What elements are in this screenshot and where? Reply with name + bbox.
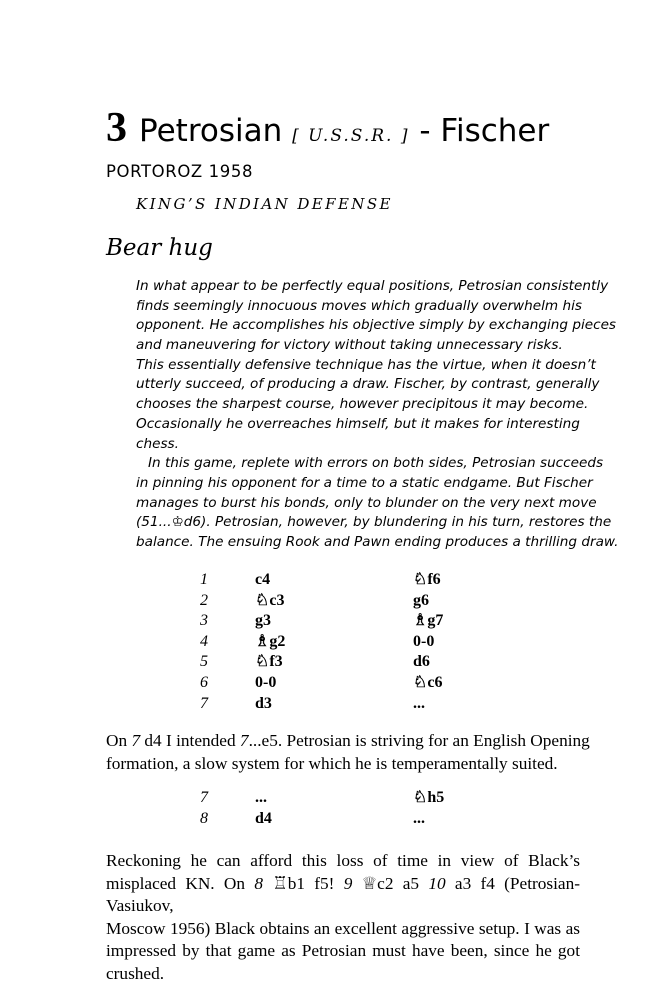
comment-text: ♖b1 f5! bbox=[262, 873, 344, 893]
intro-line: Occasionally he overreaches himself, but it makes for interesting bbox=[136, 415, 580, 432]
move-number: 6 bbox=[200, 673, 208, 691]
title-separator: - bbox=[419, 113, 431, 149]
white-move: ... bbox=[255, 789, 267, 806]
white-move: d4 bbox=[255, 809, 272, 827]
intro-line: chooses the sharpest course, however precipitous it may become. bbox=[136, 396, 589, 413]
comment-text: ♕c2 a5 bbox=[352, 873, 429, 893]
comment-line bbox=[106, 873, 580, 918]
white-move: d3 bbox=[255, 694, 272, 712]
move-row bbox=[200, 632, 443, 653]
intro-line: This essentially defensive technique has the virtue, when it doesn’t bbox=[136, 356, 596, 373]
white-move: ♗g2 bbox=[255, 632, 286, 650]
white-move: c4 bbox=[255, 571, 271, 588]
comment-line: Moscow 1956) Black obtains an excellent aggressive setup. I was as bbox=[106, 918, 580, 938]
intro-line: (51...♔d6). Petrosian, however, by blundering in his turn, restores the bbox=[136, 514, 612, 531]
move-number: 7 bbox=[200, 694, 208, 712]
comment-line: crushed. bbox=[106, 963, 165, 983]
white-move: ♘f3 bbox=[255, 653, 283, 671]
move-row bbox=[200, 788, 444, 809]
move-number: 5 bbox=[200, 653, 208, 671]
move-row bbox=[200, 652, 443, 673]
move-row bbox=[200, 673, 443, 694]
chapter-subtitle: Bear hug bbox=[106, 235, 213, 261]
white-player: Petrosian bbox=[139, 113, 283, 149]
intro-line: in pinning his opponent for a time to a static endgame. But Fischer bbox=[136, 474, 593, 491]
intro-line: chess. bbox=[136, 435, 179, 452]
black-move: ♘h5 bbox=[413, 789, 445, 806]
move-row bbox=[200, 591, 443, 612]
black-move: g6 bbox=[413, 591, 429, 609]
white-country: [ U.S.S.R. ] bbox=[292, 126, 410, 146]
move-ref: 10 bbox=[428, 873, 446, 893]
black-move: ♗g7 bbox=[413, 612, 444, 630]
move-number: 2 bbox=[200, 591, 208, 609]
white-move: g3 bbox=[255, 612, 271, 630]
intro-line: balance. The ensuing Rook and Pawn ending produces a thrilling draw. bbox=[136, 533, 619, 550]
move-number: 7 bbox=[200, 789, 208, 806]
intro-line: finds seemingly innocuous moves which gradually overwhelm his bbox=[136, 297, 582, 314]
move-ref: 9 bbox=[343, 873, 353, 893]
intro-line: opponent. He accomplishes his objective simply by exchanging pieces bbox=[136, 317, 617, 334]
move-number: 4 bbox=[200, 632, 208, 650]
move-number: 8 bbox=[200, 809, 208, 827]
black-player: Fischer bbox=[440, 113, 550, 149]
comment-line bbox=[106, 730, 590, 753]
move-row bbox=[200, 611, 443, 632]
intro-paragraph bbox=[136, 277, 619, 553]
intro-line: and maneuvering for victory without taking unnecessary risks. bbox=[136, 337, 563, 354]
move-row bbox=[200, 694, 443, 715]
game-title bbox=[106, 105, 550, 156]
white-move: ♘c3 bbox=[255, 591, 285, 609]
game-number: 3 bbox=[106, 105, 127, 151]
move-number: 1 bbox=[200, 571, 208, 588]
event-name: PORTOROZ 1958 bbox=[106, 162, 254, 181]
comment-paragraph-2 bbox=[106, 850, 580, 985]
black-move: ♘f6 bbox=[413, 571, 441, 588]
black-move: ... bbox=[413, 809, 425, 827]
move-row bbox=[200, 570, 443, 591]
intro-line: In this game, replete with errors on both sides, Petrosian succeeds bbox=[148, 455, 604, 472]
move-ref: 7 bbox=[239, 731, 249, 750]
black-move: 0-0 bbox=[413, 632, 435, 650]
moves-table-1 bbox=[200, 570, 443, 714]
move-row bbox=[200, 809, 444, 830]
comment-text: ...e5. Petrosian is striving for an English Opening bbox=[248, 731, 590, 750]
intro-line: manages to burst his bonds, only to blunder on the very next move bbox=[136, 494, 597, 511]
move-ref: 8 bbox=[254, 873, 263, 893]
comment-text: misplaced KN. On bbox=[106, 873, 255, 893]
move-number: 3 bbox=[200, 612, 208, 630]
moves-table-2 bbox=[200, 788, 444, 829]
comment-paragraph-1 bbox=[106, 730, 590, 775]
comment-line: formation, a slow system for which he is temperamentally suited. bbox=[106, 753, 558, 773]
black-move: d6 bbox=[413, 653, 430, 671]
opening-name: KING’S INDIAN DEFENSE bbox=[136, 195, 393, 213]
move-ref: 7 bbox=[131, 731, 141, 750]
intro-line: utterly succeed, of producing a draw. Fischer, by contrast, generally bbox=[136, 376, 600, 393]
black-move: ... bbox=[413, 694, 425, 712]
comment-text: On bbox=[106, 731, 132, 750]
black-move: ♘c6 bbox=[413, 673, 443, 691]
comment-text: d4 I intended bbox=[140, 731, 240, 750]
comment-text: a3 f4 (Petrosian-Vasiukov, bbox=[106, 873, 580, 915]
white-move: 0-0 bbox=[255, 673, 277, 691]
comment-line: Reckoning he can afford this loss of time in view of Black’s bbox=[106, 851, 580, 870]
intro-line: In what appear to be perfectly equal positions, Petrosian consistently bbox=[136, 278, 609, 294]
comment-line: impressed by that game as Petrosian must have been, since he got bbox=[106, 941, 580, 960]
